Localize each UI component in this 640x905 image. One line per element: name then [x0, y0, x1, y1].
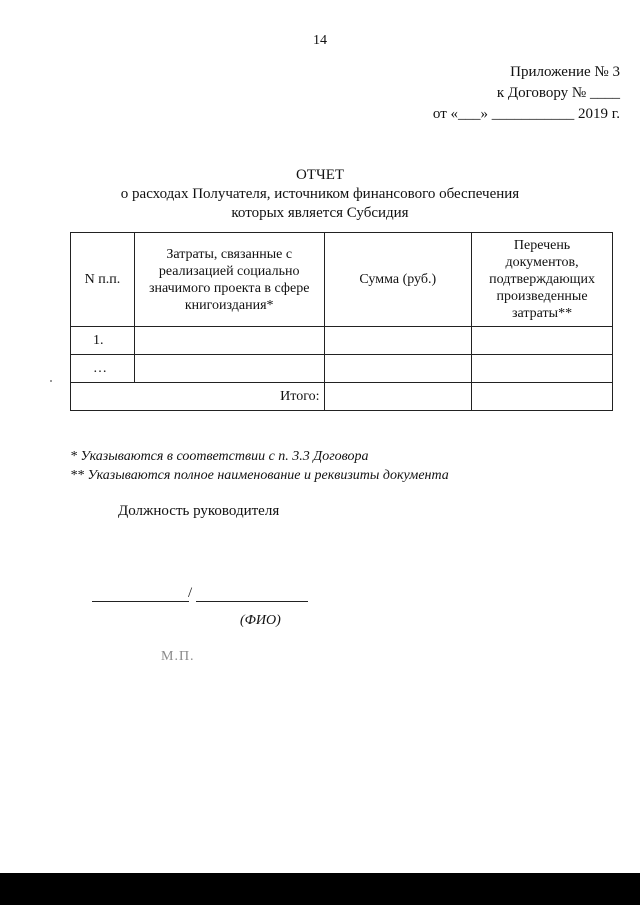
report-subtitle-1: о расходах Получателя, источником финансового обеспечения [120, 186, 520, 202]
fio-label: (ФИО) [240, 613, 281, 628]
row-expenses [134, 355, 324, 383]
position-label: Должность руководителя [118, 503, 280, 519]
header-amount: Сумма (руб.) [324, 233, 472, 327]
row-documents [472, 355, 613, 383]
signature-line [92, 601, 189, 602]
table-row [71, 327, 613, 355]
row-amount [324, 327, 472, 355]
row-documents [472, 327, 613, 355]
scan-speck [50, 380, 52, 382]
row-number: 1. [71, 327, 135, 355]
total-documents [472, 383, 613, 411]
appendix-line-1: Приложение № 3 [510, 64, 620, 80]
table-row [71, 355, 613, 383]
signature-slash: / [188, 585, 193, 601]
report-subtitle-2: которых является Субсидия [231, 205, 409, 221]
table-total-row [71, 383, 613, 411]
footnote-2: ** Указываются полное наименование и реквизиты документа [70, 468, 449, 483]
page-number: 14 [313, 33, 327, 48]
header-expenses: Затраты, связанные с реализацией социально значимого проекта в сфере книгоиздания* [134, 233, 324, 327]
table-header-row [71, 233, 613, 327]
header-number: N п.п. [71, 233, 135, 327]
name-line [196, 601, 308, 602]
report-title [0, 166, 640, 223]
header-documents: Перечень документов, подтверждающих произведенные затраты** [472, 233, 613, 327]
appendix-header [433, 62, 620, 125]
footnote-1: * Указываются в соответствии с п. 3.3 Договора [70, 449, 369, 464]
footnotes [70, 447, 449, 485]
appendix-line-3: от «___» ___________ 2019 г. [432, 106, 620, 122]
stamp-label: М.П. [161, 649, 195, 664]
appendix-line-2: к Договору № ____ [496, 85, 620, 101]
expense-table [70, 232, 613, 411]
report-heading: ОТЧЕТ [295, 167, 345, 183]
row-amount [324, 355, 472, 383]
scan-bottom-border [0, 873, 640, 905]
row-number: … [71, 355, 135, 383]
total-amount [324, 383, 472, 411]
total-label: Итого: [71, 383, 325, 411]
row-expenses [134, 327, 324, 355]
